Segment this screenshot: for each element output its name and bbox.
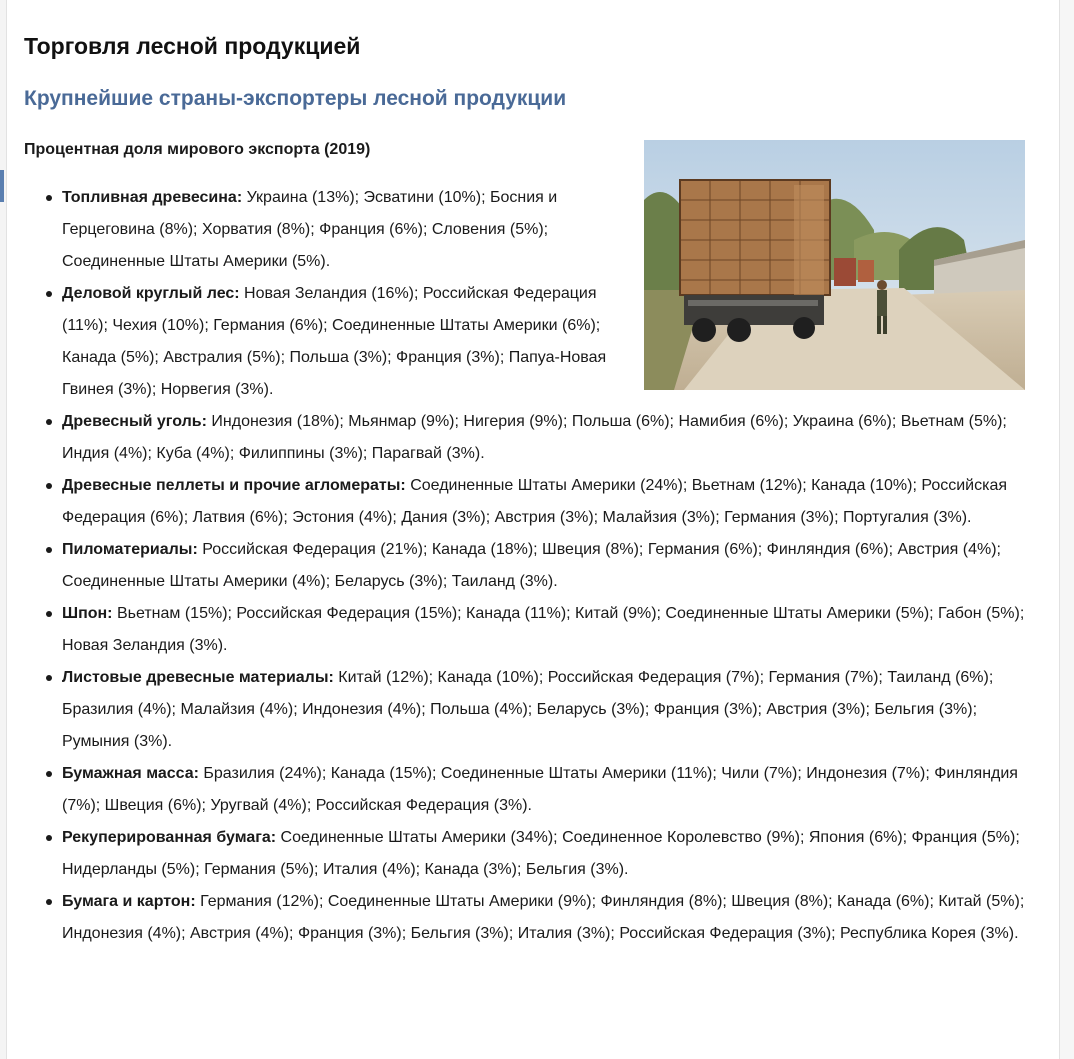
- list-item: [62, 822, 1034, 886]
- category-label: Пиломатериалы:: [62, 541, 198, 558]
- country-shares: Российская Федерация (21%); Канада (18%); Швеция (8%); Германия (6%); Финляндия (6%); Австрия (4%); Соединенные Штаты Америки (4%); Беларусь (3%); Таиланд (3%).: [62, 541, 1001, 590]
- country-shares: Соединенные Штаты Америки (34%); Соединенное Королевство (9%); Япония (6%); Франция (5%); Нидерланды (5%); Германия (5%); Италия (4%); Канада (3%); Бельгия (3%).: [62, 829, 1020, 878]
- list-item: [62, 182, 607, 278]
- country-shares: Индонезия (18%); Мьянмар (9%); Нигерия (9%); Польша (6%); Намибия (6%); Украина (6%); Вьетнам (5%); Индия (4%); Куба (4%); Филиппины (3%); Парагвай (3%).: [62, 413, 1007, 462]
- country-shares: Вьетнам (15%); Российская Федерация (15%); Канада (11%); Китай (9%); Соединенные Штаты Америки (5%); Габон (5%); Новая Зеландия (3%).: [62, 605, 1025, 654]
- category-label: Листовые древесные материалы:: [62, 669, 334, 686]
- category-label: Шпон:: [62, 605, 113, 622]
- list-item: [62, 406, 1034, 470]
- article: [24, 30, 1034, 950]
- list-item: [62, 278, 607, 406]
- trucks-photo: [644, 140, 1025, 390]
- category-label: Топливная древесина:: [62, 189, 243, 206]
- scrollbar-track[interactable]: [1059, 0, 1074, 1059]
- frame-tab-marker: [0, 170, 4, 202]
- list-item: [62, 886, 1034, 950]
- page-title: Торговля лесной продукцией: [24, 33, 361, 59]
- list-item: [62, 758, 1034, 822]
- category-label: Деловой круглый лес:: [62, 285, 240, 302]
- category-label: Древесный уголь:: [62, 413, 207, 430]
- country-shares: Новая Зеландия (16%); Российская Федерация (11%); Чехия (10%); Германия (6%); Соединенные Штаты Америки (6%); Канада (5%); Австралия (5%); Польша (3%); Франция (3%); Папуа-Новая Гвинея (3%); Норвегия (3%).: [62, 285, 607, 398]
- category-label: Бумага и картон:: [62, 893, 196, 910]
- country-shares: Германия (12%); Соединенные Штаты Америки (9%); Финляндия (8%); Швеция (8%); Канада (6%); Китай (5%); Индонезия (4%); Австрия (4%); Франция (3%); Бельгия (3%); Италия (3%); Российская Федерация (3%); Республика Корея (3%).: [62, 893, 1025, 942]
- country-shares: Китай (12%); Канада (10%); Российская Федерация (7%); Германия (7%); Таиланд (6%); Бразилия (4%); Малайзия (4%); Индонезия (4%); Польша (4%); Беларусь (3%); Франция (3%); Австрия (3%); Бельгия (3%); Румыния (3%).: [62, 669, 994, 750]
- list-caption: Процентная доля мирового экспорта (2019): [24, 141, 371, 158]
- category-label: Бумажная масса:: [62, 765, 199, 782]
- country-shares: Соединенные Штаты Америки (24%); Вьетнам (12%); Канада (10%); Российская Федерация (6%); Латвия (6%); Эстония (4%); Дания (3%); Австрия (3%); Малайзия (3%); Германия (3%); Португалия (3%).: [62, 477, 1008, 526]
- category-label: Древесные пеллеты и прочие агломераты:: [62, 477, 406, 494]
- list-item: [62, 662, 1034, 758]
- list-item: [62, 534, 1034, 598]
- list-item: [62, 598, 1034, 662]
- country-shares: Бразилия (24%); Канада (15%); Соединенные Штаты Америки (11%); Чили (7%); Индонезия (7%); Финляндия (7%); Швеция (6%); Уругвай (4%); Российская Федерация (3%).: [62, 765, 1018, 814]
- category-label: Рекуперированная бумага:: [62, 829, 277, 846]
- left-frame-edge: [0, 0, 7, 1059]
- country-shares: Украина (13%); Эсватини (10%); Босния и Герцеговина (8%); Хорватия (8%); Франция (6%); Словения (5%); Соединенные Штаты Америки (5%).: [62, 189, 558, 270]
- list-item: [62, 470, 1034, 534]
- section-subtitle: Крупнейшие страны-экспортеры лесной продукции: [24, 87, 567, 110]
